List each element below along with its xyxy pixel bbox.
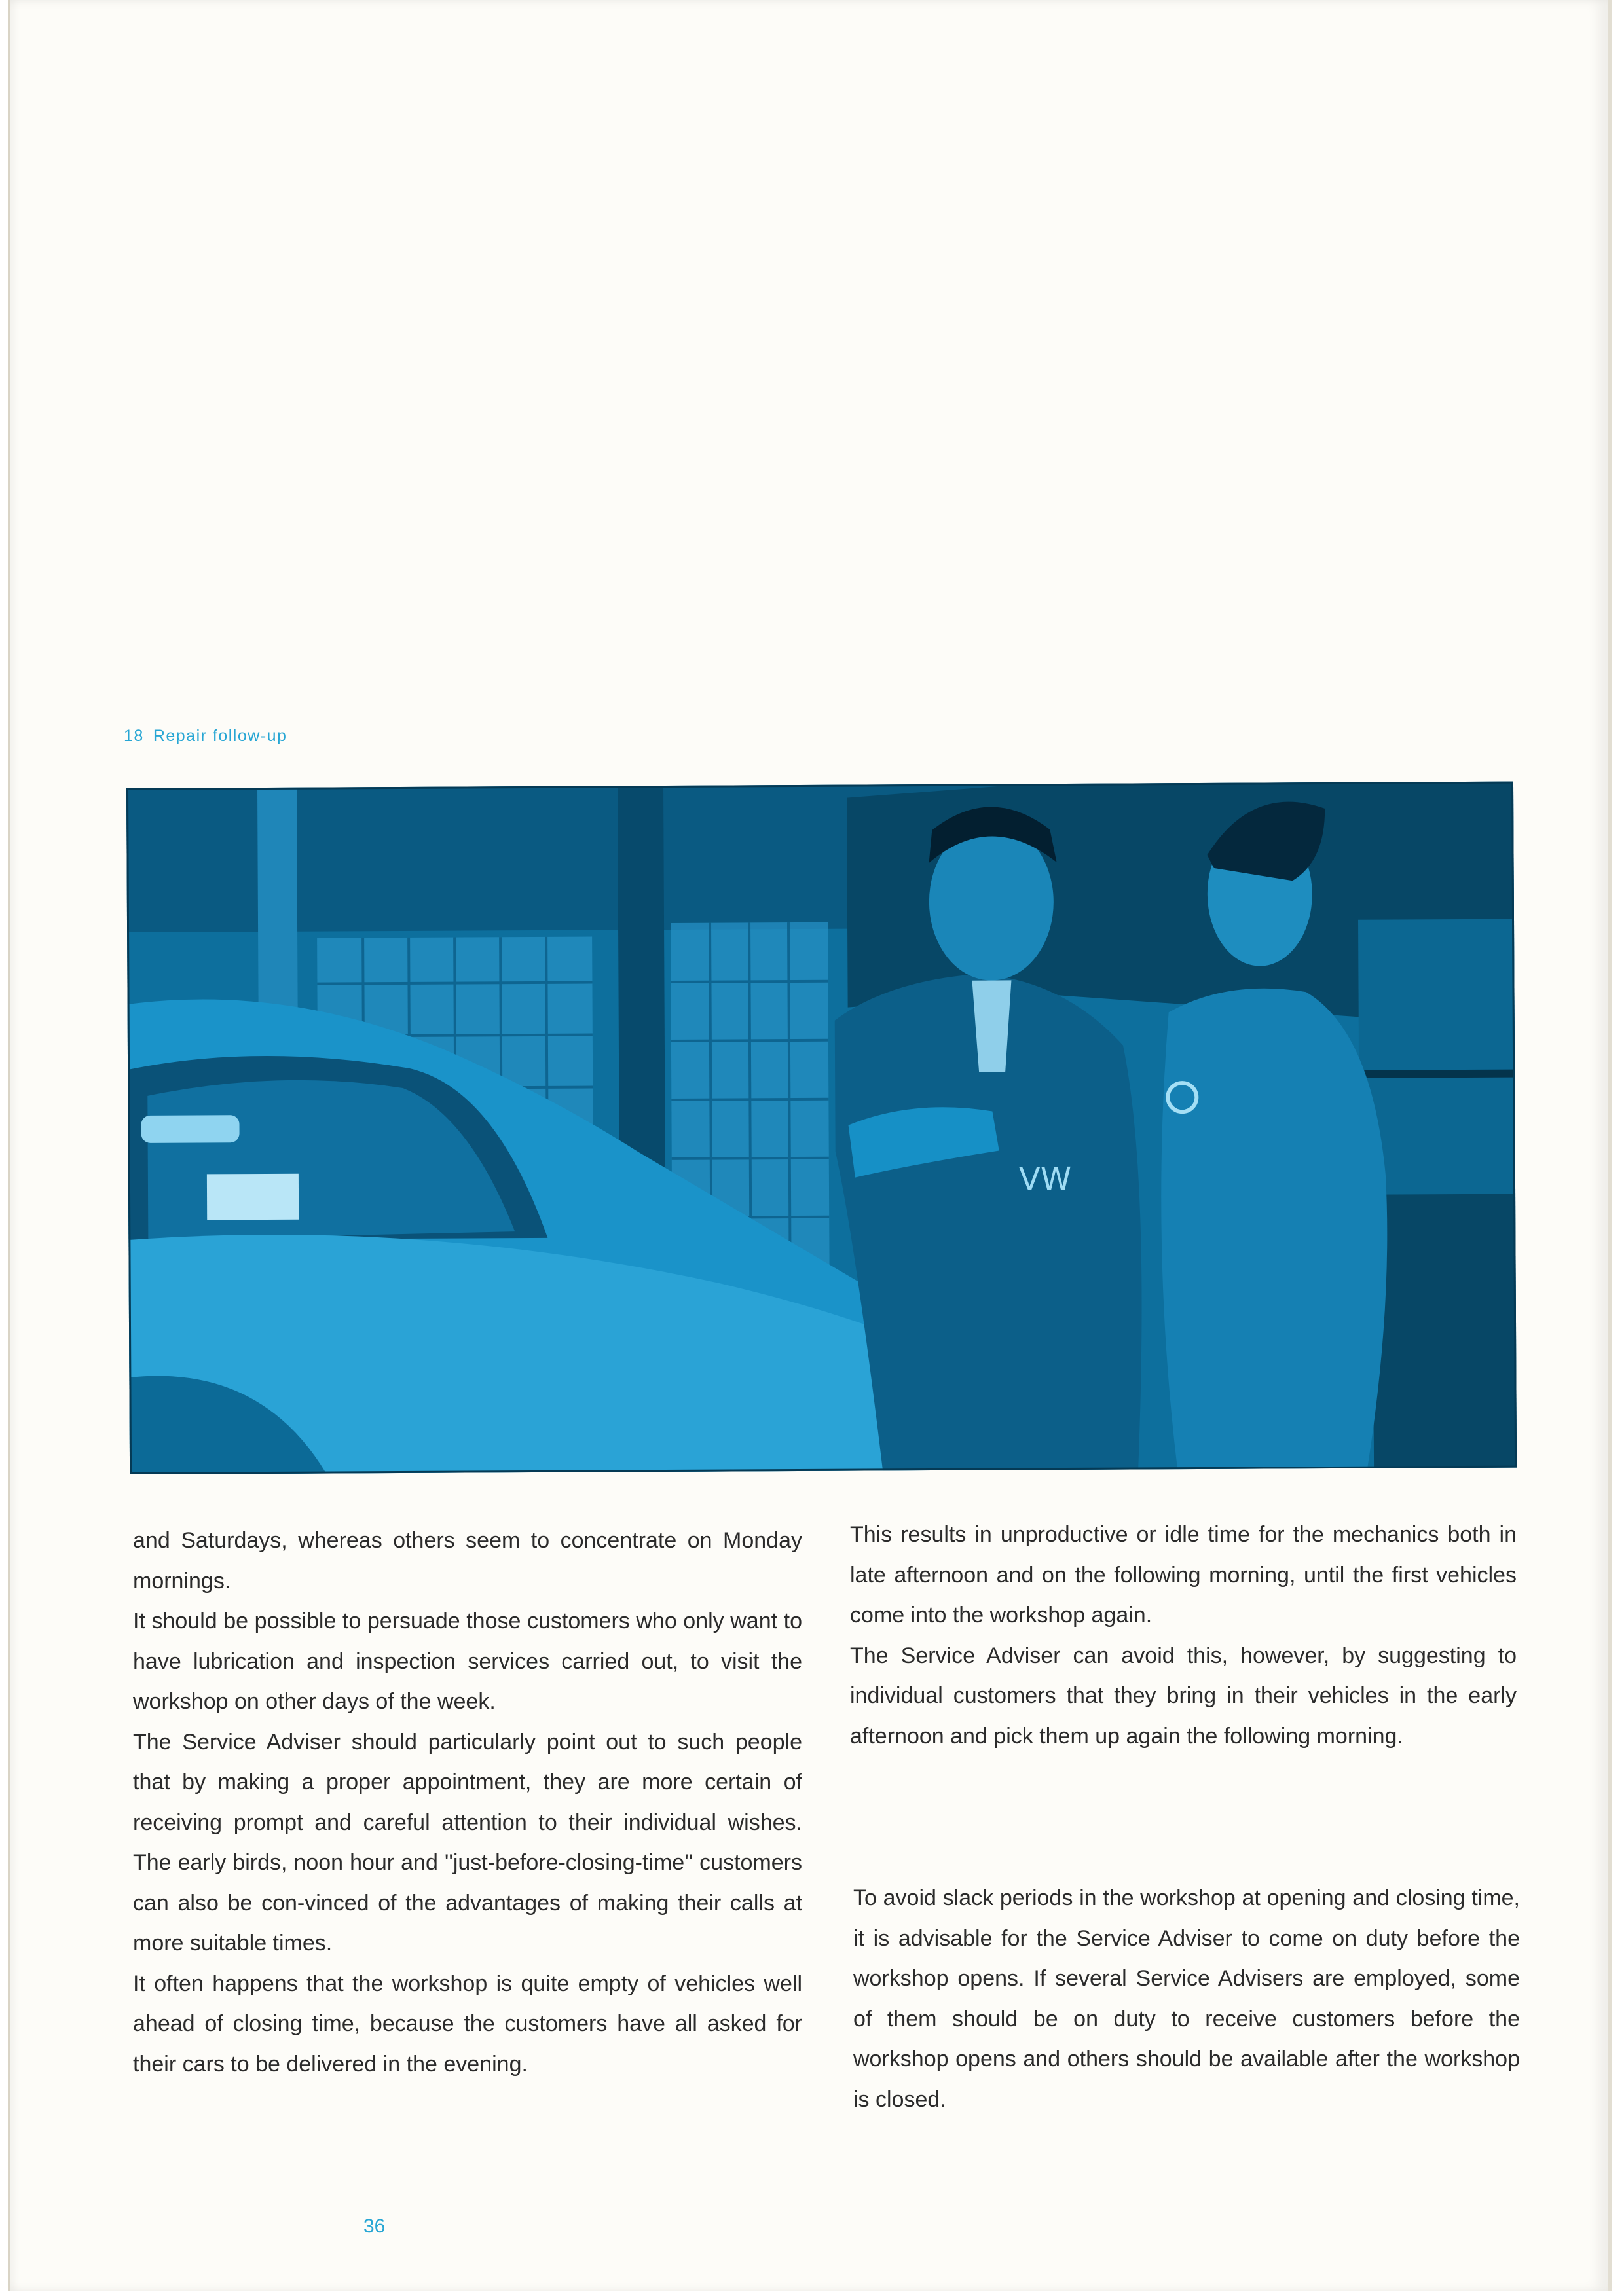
- workshop-photo: [126, 782, 1517, 1474]
- workshop-photo-illustration: [126, 782, 1517, 1474]
- paragraph: and Saturdays, whereas others seem to concentrate on Monday mornings.: [133, 1528, 802, 1594]
- paragraph: The Service Adviser should particularly point out to such people that by making a proper appointment, they are more certain of receiving prompt and careful attention to their individual wishes. The early birds, noon hour and ''just-before-closing-time'' customers can also be con-vinced of the advantages of making their calls at more suitable times.: [133, 1729, 802, 1956]
- paragraph: This results in unproductive or idle time for the mechanics both in late afternoon and on the following morning, until the first vehicles come into the workshop again.: [850, 1522, 1517, 1628]
- paragraph: The Service Adviser can avoid this, however, by suggesting to individual customers that they bring in their vehicles in the early afternoon and pick them up again the following morning.: [850, 1643, 1517, 1749]
- page-number: 36: [363, 2215, 386, 2237]
- section-header: [124, 727, 287, 746]
- book-page: [8, 0, 1612, 2291]
- left-text-column: [133, 1521, 802, 2085]
- paragraph: It often happens that the workshop is quite empty of vehicles well ahead of closing time, because the customers have all asked for their cars to be delivered in the evening.: [133, 1971, 802, 2077]
- right-text-column-bottom: [853, 1878, 1520, 2120]
- section-number: 18: [124, 727, 144, 745]
- paragraph: It should be possible to persuade those customers who only want to have lubrication and inspection services carried out, to visit the workshop on other days of the week.: [133, 1609, 802, 1714]
- vw-emblem-text: VW: [1018, 1160, 1072, 1198]
- right-text-column-top: [850, 1515, 1517, 1757]
- section-title: Repair follow-up: [153, 727, 287, 745]
- paragraph: To avoid slack periods in the workshop at opening and closing time, it is advisable for the Service Adviser to come on duty before the workshop opens. If several Service Advisers are employed, some of them should be on duty to receive customers before the workshop opens and others should be available after the workshop is closed.: [853, 1886, 1520, 2112]
